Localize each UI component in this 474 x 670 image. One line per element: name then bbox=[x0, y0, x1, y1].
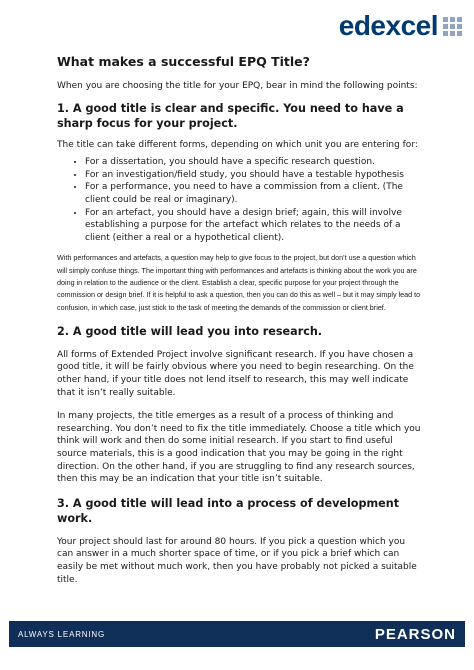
edexcel-logo bbox=[339, 10, 462, 42]
list-item: • For a dissertation, you should have a specific research question. bbox=[85, 156, 424, 169]
intro-text: When you are choosing the title for your EPQ, bear in mind the following points: bbox=[57, 81, 418, 91]
section1-note: With performances and artefacts, a question may help to give focus to the project, but don’t use a question which will simply confuse things. The important thing with performances and artefacts is thinking about the work you are doing in relation to the audience or the client. Establish a clear, specific purpose for your project through the commission or design brief. If it is helpful to ask a question, then you can do this as well – but it may simply lead to confusion, in which case, just stick to the task of meeting the demands of the commission or client brief. bbox=[57, 253, 421, 312]
document-body bbox=[57, 54, 424, 586]
section2-paragraph-1: All forms of Extended Project involve significant research. If you have chosen a good title, it will be fairly obvious where you need to begin researching. On the other hand, if your title does not lend itself to research, this may well indicate that it isn’t really suitable. bbox=[57, 349, 414, 398]
page-title: What makes a successful EPQ Title? bbox=[57, 54, 310, 69]
section3-paragraph-1: Your project should last for around 80 hours. If you pick a question which you can answer in a much shorter space of time, or if you pick a brief which can easily be met without much work, then you have probably not picked a suitable title. bbox=[57, 536, 417, 585]
section2-paragraph-2: In many projects, the title emerges as a result of a process of thinking and researching. You don’t need to fix the title immediately. Choose a title which you think will work and then do some initial research. If you start to find useful source materials, this is a good indication that you may be going in the right direction. On the other hand, if you are struggling to find any research sources, then this may be an indication that your title isn’t suitable. bbox=[57, 411, 421, 485]
list-item: • For an investigation/field study, you should have a testable hypothesis bbox=[85, 169, 424, 182]
logo-grid-icon bbox=[443, 17, 462, 36]
list-item: • For an artefact, you should have a design brief; again, this will involve establishing a purpose for the artefact which relates to the needs of a client (either a real or a hypothetical client). bbox=[85, 207, 424, 245]
footer-bar bbox=[9, 621, 465, 647]
section1-bullet-list bbox=[57, 156, 424, 244]
footer-tagline: ALWAYS LEARNING bbox=[18, 629, 105, 639]
section1-heading: 1. A good title is clear and specific. You need to have a sharp focus for your project. bbox=[57, 101, 404, 130]
section1-lead: The title can take different forms, depending on which unit you are entering for: bbox=[57, 139, 418, 150]
section3-heading: 3. A good title will lead into a process of development work. bbox=[57, 496, 400, 525]
section2-heading: 2. A good title will lead you into research. bbox=[57, 324, 323, 338]
logo-wordmark: edexcel bbox=[338, 10, 438, 41]
pearson-logo: PEARSON bbox=[374, 625, 456, 643]
list-item: • For a performance, you need to have a commission from a client. (The client could be real or imaginary). bbox=[85, 181, 424, 206]
